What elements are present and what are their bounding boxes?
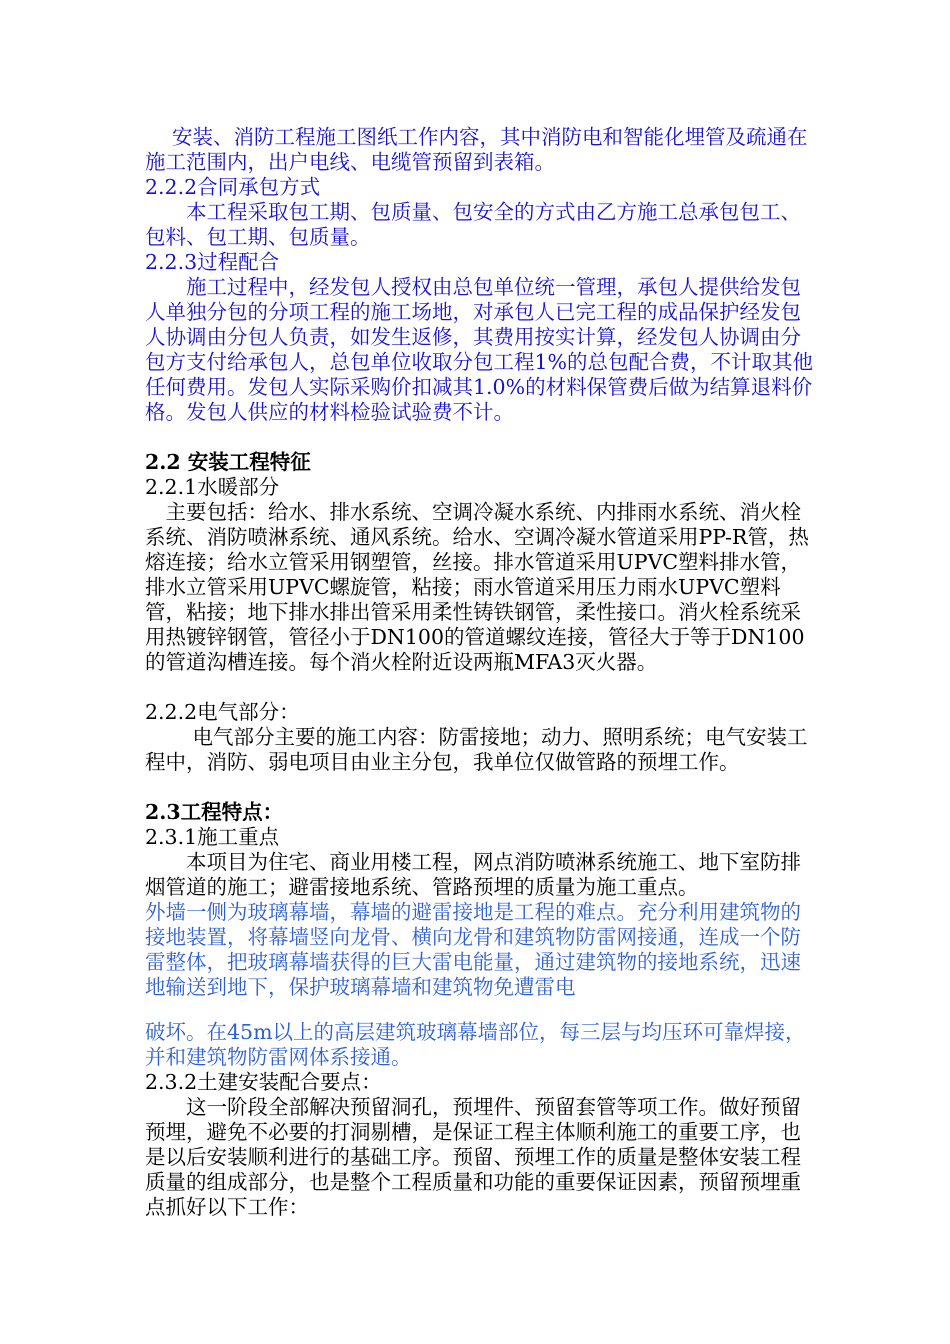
paragraph-plumbing: 主要包括：给水、排水系统、空调冷凝水系统、内排雨水系统、消火栓系统、消防喷淋系统、通风系统。给水、空调冷凝水管道采用PP-R管，热熔连接；给水立管采用钢塑管，丝接。排水管道采用UPVC塑料排水管，排水立管采用UPVC螺旋管，粘接；雨水管道采用压力雨水UPVC塑料管，粘接；地下排水排出管采用柔性铸铁钢管，柔性接口。消火栓系统采用热镀锌钢管，管径小于DN100的管道螺纹连接，管径大于等于DN100的管道沟槽连接。每个消火栓附近设两瓶MFA3灭火器。 <box>145 500 809 674</box>
heading-2-2-2-electrical: 2.2.2电气部分： <box>145 700 300 724</box>
paragraph-curtain-wall-welding: 破坏。在45m以上的高层建筑玻璃幕墙部位，每三层与均压环可靠焊接，并和建筑物防雷网体系接通。 <box>145 1020 806 1069</box>
heading-2-3-features: 2.3工程特点： <box>145 800 284 824</box>
paragraph-electrical: 电气部分主要的施工内容：防雷接地；动力、照明系统；电气安装工程中，消防、弱电项目由业主分包，我单位仅做管路的预埋工作。 <box>145 725 808 774</box>
heading-2-2-1-plumbing: 2.2.1水暖部分 <box>145 475 280 499</box>
paragraph-curtain-wall-lightning: 外墙一侧为玻璃幕墙，幕墙的避雷接地是工程的难点。充分利用建筑物的接地装置，将幕墙竖向龙骨、横向龙骨和建筑物防雷网接通，连成一个防雷整体，把玻璃幕墙获得的巨大雷电能量，通过建筑物的接地系统，迅速地输送到地下，保护玻璃幕墙和建筑物免遭雷电 <box>145 900 801 999</box>
paragraph-civil-coordination: 这一阶段全部解决预留洞孔，预埋件、预留套管等项工作。做好预留预埋，避免不必要的打洞剔槽，是保证工程主体顺利施工的重要工序，也是以后安装顺利进行的基础工序。预留、预埋工作的质量是整体安装工程质量的组成部分，也是整个工程质量和功能的重要保证因素，预留预埋重点抓好以下工作： <box>145 1095 801 1219</box>
paragraph-contract-method: 本工程采取包工期、包质量、包安全的方式由乙方施工总承包包工、包料、包工期、包质量。 <box>145 200 801 249</box>
paragraph-coordination: 施工过程中，经发包人授权由总包单位统一管理，承包人提供给发包人单独分包的分项工程的施工场地，对承包人已完工程的成品保护经发包人协调由分包人负责，如发生返修，其费用按实计算，经发包人协调由分包方支付给承包人，总包单位收取分包工程1%的总包配合费，不计取其他任何费用。发包人实际采购价扣减其1.0%的材料保管费后做为结算退料价格。发包人供应的材料检验试验费不计。 <box>145 275 814 424</box>
paragraph-scope: 安装、消防工程施工图纸工作内容，其中消防电和智能化埋管及疏通在施工范围内，出户电线、电缆管预留到表箱。 <box>145 125 808 174</box>
heading-2-3-2-civil-coordination: 2.3.2土建安装配合要点： <box>145 1070 382 1094</box>
heading-2-2-3-coordination: 2.2.3过程配合 <box>145 250 280 274</box>
paragraph-key-points: 本项目为住宅、商业用楼工程，网点消防喷淋系统施工、地下室防排烟管道的施工；避雷接地系统、管路预埋的质量为施工重点。 <box>145 850 801 899</box>
heading-2-2-2-contract: 2.2.2合同承包方式 <box>145 175 321 199</box>
heading-2-2-install-features: 2.2 安装工程特征 <box>145 450 311 474</box>
heading-2-3-1-key-points: 2.3.1施工重点 <box>145 825 280 849</box>
